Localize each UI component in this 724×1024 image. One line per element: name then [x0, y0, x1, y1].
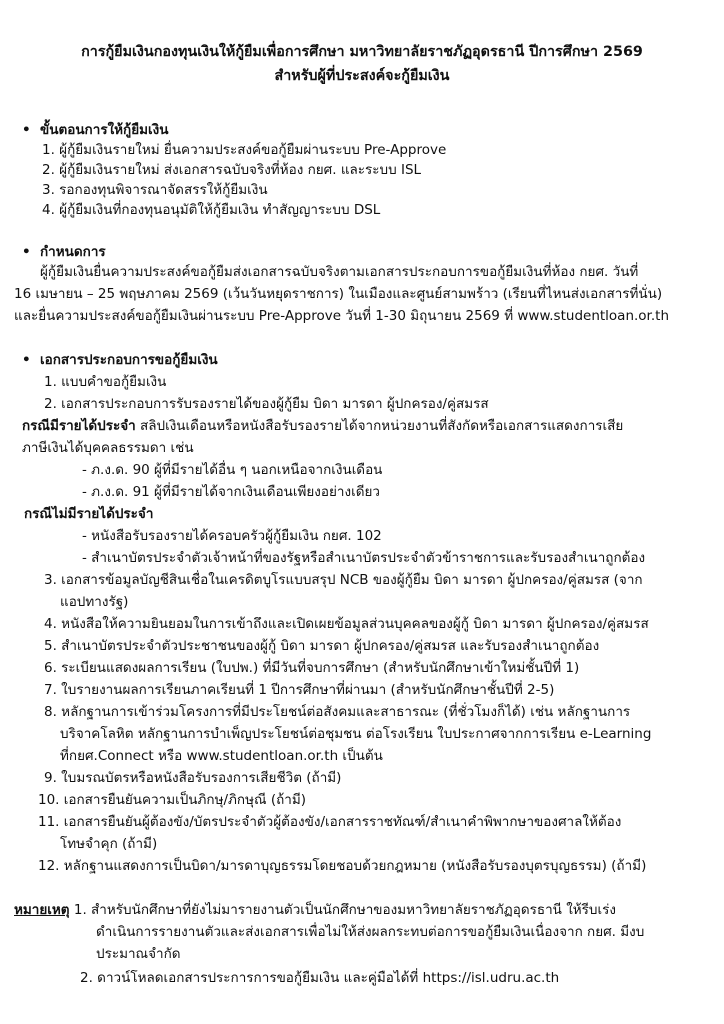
- step-item: 2. ผู้กู้ยืมเงินรายใหม่ ส่งเอกสารฉบับจริงที่ห้อง กยศ. และระบบ ISL: [42, 162, 422, 178]
- step-item: 1. ผู้กู้ยืมเงินรายใหม่ ยื่นความประสงค์ขอกู้ยืมผ่านระบบ Pre-Approve: [42, 142, 447, 158]
- document-title: [0, 40, 724, 88]
- case-no-income-sub: - หนังสือรับรองรายได้ครอบครัวผู้กู้ยืมเงิน กยศ. 102: [82, 528, 382, 544]
- case-no-income-label: กรณีไม่มีรายได้ประจำ: [24, 506, 154, 522]
- document-item-cont: แอปทางรัฐ): [60, 594, 129, 610]
- step-item: 3. รอกองทุนพิจารณาจัดสรรให้กู้ยืมเงิน: [42, 182, 268, 198]
- case-fixed-sub: - ภ.ง.ด. 91 ผู้ที่มีรายได้จากเงินเดือนเพียงอย่างเดียว: [82, 484, 380, 500]
- title-line-1: การกู้ยืมเงินกองทุนเงินให้กู้ยืมเพื่อการศึกษา มหาวิทยาลัยราชภัฏอุดรธานี ปีการศึกษา 2569: [81, 44, 643, 60]
- documents-heading-text: เอกสารประกอบการขอกู้ยืมเงิน: [40, 352, 218, 368]
- schedule-line: 16 เมษายน – 25 พฤษภาคม 2569 (เว้นวันหยุดราชการ) ในเมืองและศูนย์สามพร้าว (เรียนที่ไหนส่งเอกสารที่นั่น): [14, 286, 663, 302]
- document-item-cont: ที่กยศ.Connect หรือ www.studentloan.or.th เป็นต้น: [60, 748, 383, 764]
- document-item: 9. ใบมรณบัตรหรือหนังสือรับรองการเสียชีวิต (ถ้ามี): [44, 770, 342, 786]
- note-text: 1. สำหรับนักศึกษาที่ยังไม่มารายงานตัวเป็นนักศึกษาของมหาวิทยาลัยราชภัฏอุดรธานี ให้รีบเร่ง: [73, 902, 616, 918]
- documents-heading: [22, 350, 218, 370]
- document-item: 8. หลักฐานการเข้าร่วมโครงการที่มีประโยชน์ต่อสังคมและสาธารณะ (ที่ชั่วโมงก็ได้) เช่น หลักฐานการ: [44, 704, 631, 720]
- bullet-icon: •: [22, 352, 31, 368]
- note-item-cont: ประมาณจำกัด: [96, 946, 181, 962]
- document-item: 5. สำเนาบัตรประจำตัวประชาชนของผู้กู้ บิดา มารดา ผู้ปกครอง/คู่สมรส และรับรองสำเนาถูกต้อง: [44, 638, 600, 654]
- case-no-income-sub: - สำเนาบัตรประจำตัวเจ้าหน้าที่ของรัฐหรือสำเนาบัตรประจำตัวข้าราชการและรับรองสำเนาถูกต้อง: [82, 550, 646, 566]
- schedule-heading-text: กำหนดการ: [40, 244, 106, 260]
- step-item: 4. ผู้กู้ยืมเงินที่กองทุนอนุมัติให้กู้ยืมเงิน ทำสัญญาระบบ DSL: [42, 202, 381, 218]
- case-fixed-text-cont: ภาษีเงินได้บุคคลธรรมดา เช่น: [22, 440, 194, 456]
- document-item: 7. ใบรายงานผลการเรียนภาคเรียนที่ 1 ปีการศึกษาที่ผ่านมา (สำหรับนักศึกษาชั้นปีที่ 2-5): [44, 682, 555, 698]
- case-fixed-income: [22, 416, 623, 436]
- schedule-heading: [22, 242, 106, 262]
- case-fixed-text: สลิปเงินเดือนหรือหนังสือรับรองรายได้จากหน่วยงานที่สังกัดหรือเอกสารแสดงการเสีย: [135, 418, 624, 434]
- document-item: 1. แบบคำขอกู้ยืมเงิน: [44, 374, 167, 390]
- document-item: 10. เอกสารยืนยันความเป็นภิกษุ/ภิกษุณี (ถ้ามี): [38, 792, 307, 808]
- bullet-icon: •: [22, 122, 31, 138]
- note-label: หมายเหตุ: [14, 902, 70, 918]
- document-item: 6. ระเบียนแสดงผลการเรียน (ใบปพ.) ที่มีวันที่จบการศึกษา (สำหรับนักศึกษาเข้าใหม่ชั้นปีที่ 1): [44, 660, 580, 676]
- schedule-line: และยื่นความประสงค์ขอกู้ยืมเงินผ่านระบบ Pre-Approve วันที่ 1-30 มิถุนายน 2569 ที่ www.studentloan.or.th: [14, 308, 670, 324]
- note-item: [14, 900, 616, 920]
- document-item: 2. เอกสารประกอบการรับรองรายได้ของผู้กู้ยืม บิดา มารดา ผู้ปกครอง/คู่สมรส: [44, 396, 489, 412]
- note-item: 2. ดาวน์โหลดเอกสารประการการขอกู้ยืมเงิน และคู่มือได้ที่ https://isl.udru.ac.th: [80, 970, 560, 986]
- document-item: 3. เอกสารข้อมูลบัญชีสินเชื่อในเครดิตบูโรแบบสรุป NCB ของผู้กู้ยืม บิดา มารดา ผู้ปกครอง/คู่สมรส (จาก: [44, 572, 643, 588]
- document-item-cont: บริจาคโลหิต หลักฐานการบำเพ็ญประโยชน์ต่อชุมชน ต่อโรงเรียน ใบประกาศจากการเรียน e-Learning: [60, 726, 652, 742]
- bullet-icon: •: [22, 244, 31, 260]
- note-item-cont: ดำเนินการรายงานตัวและส่งเอกสารเพื่อไม่ให้ส่งผลกระทบต่อการขอกู้ยืมเงินเนื่องจาก กยศ. มีงบ: [96, 924, 645, 940]
- document-item: 4. หนังสือให้ความยินยอมในการเข้าถึงและเปิดเผยข้อมูลส่วนบุคคลของผู้กู้ บิดา มารดา ผู้ปกครอง/คู่สมรส: [44, 616, 649, 632]
- case-fixed-label: กรณีมีรายได้ประจำ: [22, 418, 136, 434]
- document-item: 12. หลักฐานแสดงการเป็นบิดา/มารดาบุญธรรมโดยชอบด้วยกฎหมาย (หนังสือรับรองบุตรบุญธรรม) (ถ้ามี): [38, 858, 647, 874]
- steps-heading-text: ขั้นตอนการให้กู้ยืมเงิน: [40, 122, 169, 138]
- schedule-line: ผู้กู้ยืมเงินยื่นความประสงค์ขอกู้ยืมส่งเอกสารฉบับจริงตามเอกสารประกอบการขอกู้ยืมเงินที่ห้อง กยศ. วันที่: [40, 264, 639, 280]
- document-item-cont: โทษจำคุก (ถ้ามี): [60, 836, 158, 852]
- case-fixed-sub: - ภ.ง.ด. 90 ผู้ที่มีรายได้อื่น ๆ นอกเหนือจากเงินเดือน: [82, 462, 383, 478]
- steps-heading: [22, 120, 168, 140]
- title-line-2: สำหรับผู้ที่ประสงค์จะกู้ยืมเงิน: [274, 68, 450, 84]
- document-item: 11. เอกสารยืนยันผู้ต้องขัง/บัตรประจำตัวผู้ต้องขัง/เอกสารราชทัณฑ์/สำเนาคำพิพากษาของศาลให้ต้อง: [38, 814, 622, 830]
